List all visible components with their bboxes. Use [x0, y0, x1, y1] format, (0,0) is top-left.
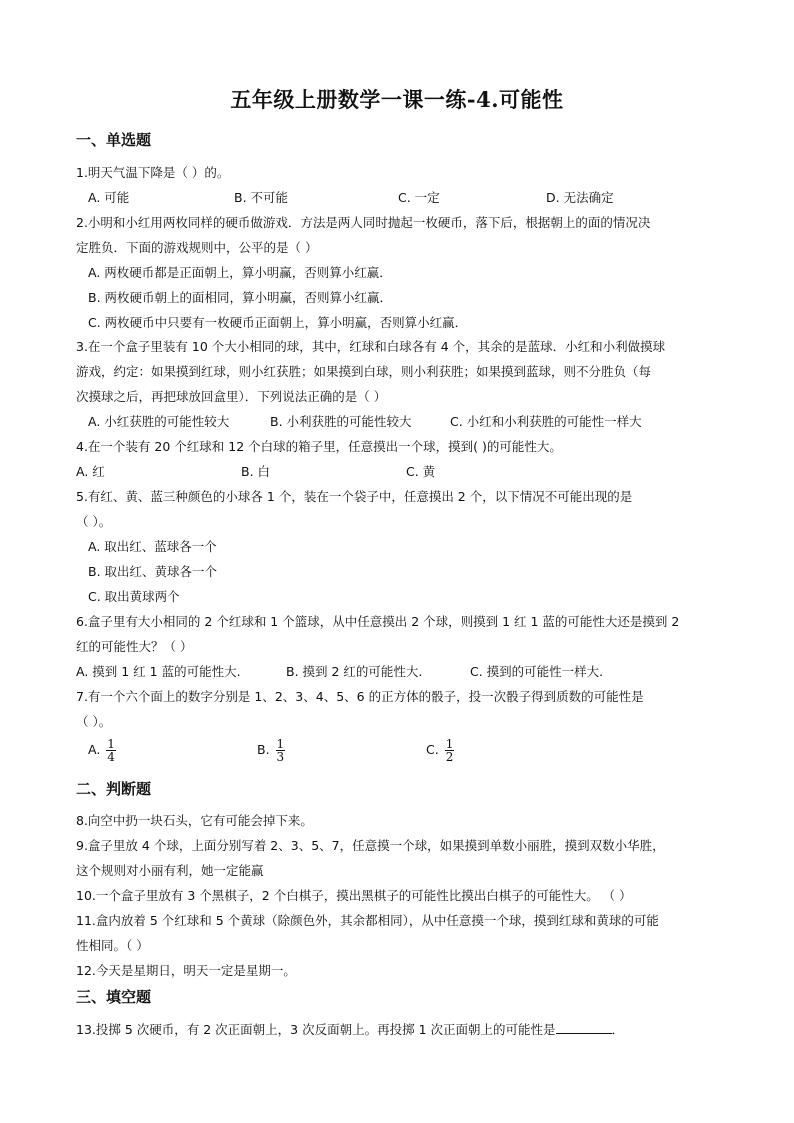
question-6-stem-line-2: 红的可能性大？（ ） [76, 639, 193, 654]
question-13-stem [76, 1020, 624, 1038]
question-3-stem-line-1: 3.在一个盒子里装有 10 个大小相同的球，其中，红球和白球各有 4 个，其余的是蓝球．小红和小利做摸球 [76, 339, 666, 354]
question-1-option-b: B. 不可能 [234, 190, 289, 205]
section-heading-judgment: 二、判断题 [76, 780, 152, 798]
question-7-option-c-label: C. [426, 742, 439, 757]
question-1-option-d: D. 无法确定 [546, 190, 614, 205]
question-6-option-b: B. 摸到 2 红的可能性大. [286, 664, 423, 679]
question-7-option-b [257, 738, 285, 763]
fraction-one-half: $\frac{1}{2}$ [445, 737, 454, 764]
question-4-option-b: B. 白 [241, 464, 271, 479]
question-5-option-c: C. 取出黄球两个 [88, 589, 180, 604]
question-11-stem-line-1: 11.盒内放着 5 个红球和 5 个黄球（除颜色外，其余都相同），从中任意摸一个球，摸到红球和黄球的可能 [76, 913, 659, 928]
fraction-one-third: $\frac{1}{3}$ [276, 737, 285, 764]
question-2-option-c: C. 两枚硬币中只要有一枚硬币正面朝上，算小明赢，否则算小红赢． [88, 315, 468, 330]
question-7-option-c [426, 738, 454, 763]
question-5-option-b: B. 取出红、黄球各一个 [88, 564, 218, 579]
question-7-option-a-label: A. [88, 742, 101, 757]
question-2-option-b: B. 两枚硬币朝上的面相同，算小明赢，否则算小红赢． [88, 290, 393, 305]
question-6-stem-line-1: 6.盒子里有大小相同的 2 个红球和 1 个篮球，从中任意摸出 2 个球，则摸到 1 红 1 蓝的可能性大还是摸到 2 [76, 614, 680, 629]
question-3-option-b: B. 小利获胜的可能性较大 [270, 414, 412, 429]
question-10-stem: 10.一个盒子里放有 3 个黑棋子，2 个白棋子，摸出黑棋子的可能性比摸出白棋子的可能性大。 （ ） [76, 888, 632, 903]
question-2-option-a: A. 两枚硬币都是正面朝上，算小明赢，否则算小红赢． [88, 265, 392, 280]
question-8-stem: 8.向空中扔一块石头，它有可能会掉下来。 [76, 813, 313, 828]
answer-blank[interactable] [556, 1023, 612, 1034]
question-4-option-a: A. 红 [76, 464, 105, 479]
question-5-stem-line-1: 5.有红、黄、蓝三种颜色的小球各 1 个，装在一个袋子中，任意摸出 2 个，以下情况不可能出现的是 [76, 489, 633, 504]
section-heading-single-choice: 一、单选题 [76, 131, 152, 149]
question-11-stem-line-2: 性相同。（ ） [76, 938, 149, 953]
question-5-option-a: A. 取出红、蓝球各一个 [88, 539, 217, 554]
question-2-stem-line-1: 2.小明和小红用两枚同样的硬币做游戏．方法是两人同时抛起一枚硬币，落下后，根据朝上的面的情况决 [76, 215, 651, 230]
section-heading-fill-blank: 三、填空题 [76, 988, 152, 1006]
question-5-stem-line-2: （ ）。 [76, 514, 112, 529]
question-1-option-c: C. 一定 [398, 190, 440, 205]
question-1-option-a: A. 可能 [88, 190, 130, 205]
question-1-stem: 1.明天气温下降是（ ）的。 [76, 165, 230, 180]
question-4-option-c: C. 黄 [406, 464, 436, 479]
question-7-stem-line-1: 7.有一个六个面上的数字分别是 1、2、3、4、5、6 的正方体的骰子，投一次骰子得到质数的可能性是 [76, 689, 644, 704]
question-3-option-a: A. 小红获胜的可能性较大 [88, 414, 230, 429]
question-7-option-b-label: B. [257, 742, 270, 757]
question-12-stem: 12.今天是星期日，明天一定是星期一。 [76, 963, 296, 978]
question-13-text: 13.投掷 5 次硬币，有 2 次正面朝上，3 次反面朝上。再投掷 1 次正面朝上的可能性是 [76, 1022, 556, 1037]
page-title: 五年级上册数学一课一练-4.可能性 [230, 87, 564, 112]
question-2-stem-line-2: 定胜负．下面的游戏规则中，公平的是（ ） [76, 240, 318, 255]
question-6-option-c: C. 摸到的可能性一样大. [470, 664, 604, 679]
question-3-stem-line-3: 次摸球之后，再把球放回盒里）．下列说法正确的是（ ） [76, 389, 387, 404]
question-6-option-a: A. 摸到 1 红 1 蓝的可能性大. [76, 664, 241, 679]
question-9-stem-line-2: 这个规则对小丽有利，她一定能赢 [76, 863, 264, 878]
question-13-end: ． [611, 1022, 625, 1037]
question-3-stem-line-2: 游戏，约定：如果摸到红球，则小红获胜；如果摸到白球，则小利获胜；如果摸到蓝球，则不分胜负（每 [76, 364, 652, 379]
question-9-stem-line-1: 9.盒子里放 4 个球，上面分别写着 2、3、5、7，任意摸一个球，如果摸到单数小丽胜，摸到双数小华胜， [76, 838, 665, 853]
fraction-one-quarter: $\frac{1}{4}$ [107, 737, 115, 764]
question-7-stem-line-2: （ ）。 [76, 714, 112, 729]
question-7-option-a [88, 738, 116, 763]
question-3-option-c: C. 小红和小利获胜的可能性一样大 [450, 414, 642, 429]
question-4-stem: 4.在一个装有 20 个红球和 12 个白球的箱子里，任意摸出一个球，摸到( )的可能性大。 [76, 439, 562, 454]
